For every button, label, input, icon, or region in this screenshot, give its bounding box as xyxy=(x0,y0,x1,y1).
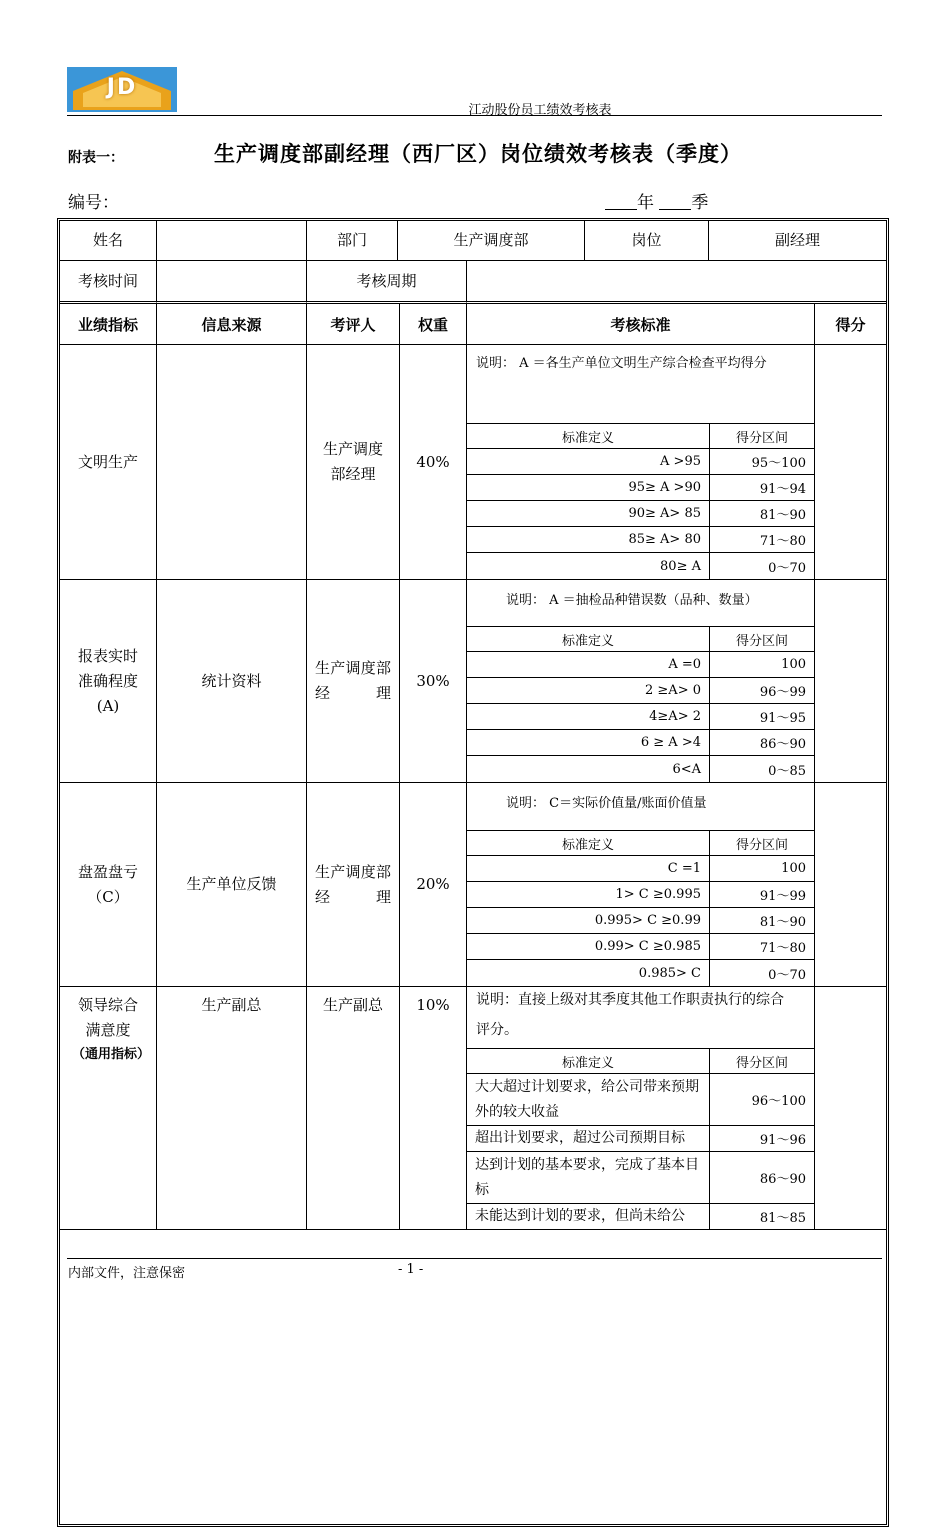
row4-evaluator: 生产副总 xyxy=(307,987,400,1230)
row2-evaluator-text: 生产调度部经理 xyxy=(315,659,391,702)
col-indicator: 业绩指标 xyxy=(60,304,157,345)
row2-indicator xyxy=(60,580,157,783)
row1-range-1: 95～100 xyxy=(710,449,815,475)
row2-range-2: 96～99 xyxy=(710,678,815,704)
row2-score[interactable] xyxy=(815,580,886,783)
row3-def-4: 0.99> C ≥0.985 xyxy=(467,934,710,960)
row1-indicator: 文明生产 xyxy=(60,345,157,580)
dept-label: 部门 xyxy=(307,221,398,261)
row4-indicator-wrap xyxy=(72,993,151,1067)
row3-def-header: 标准定义 xyxy=(467,830,710,856)
row3-def-5: 0.985> C xyxy=(467,960,710,987)
row2-def-5: 6<A xyxy=(467,756,710,783)
year-blank[interactable] xyxy=(605,193,637,210)
row3-weight: 20% xyxy=(400,783,467,987)
season-suffix: 季 xyxy=(691,193,709,213)
cycle-value[interactable] xyxy=(467,261,886,304)
row2-def-3: 4≥A> 2 xyxy=(467,704,710,730)
row4-weight: 10% xyxy=(400,987,467,1230)
row1-range-header: 得分区间 xyxy=(710,423,815,449)
row3-range-header: 得分区间 xyxy=(710,830,815,856)
row3-evaluator-text: 生产调度部经理 xyxy=(315,862,391,906)
row1-source xyxy=(157,345,307,580)
row4-def-4: 未能达到计划的要求，但尚未给公 xyxy=(467,1204,710,1230)
year-suffix: 年 xyxy=(637,193,654,213)
row4-note: 说明：直接上级对其季度其他工作职责执行的综合评分。 xyxy=(476,992,784,1038)
row4-range-1: 96～100 xyxy=(710,1074,815,1126)
logo-text: JD xyxy=(106,75,138,100)
row3-indicator xyxy=(60,783,157,987)
col-evaluator: 考评人 xyxy=(307,304,400,345)
row3-note: 说明： C＝实际价值量/账面价值量 xyxy=(506,796,707,811)
row1-range-4: 71～80 xyxy=(710,527,815,553)
row3-def-3: 0.995> C ≥0.99 xyxy=(467,908,710,934)
name-label: 姓名 xyxy=(60,221,157,261)
col-score: 得分 xyxy=(815,304,886,345)
row1-def-4: 85≥ A> 80 xyxy=(467,527,710,553)
footer-confidential: 内部文件，注意保密 xyxy=(68,1266,186,1281)
row1-weight: 40% xyxy=(400,345,467,580)
row1-def-header: 标准定义 xyxy=(467,423,710,449)
row4-range-4: 81～85 xyxy=(710,1204,815,1230)
row4-def-1: 大大超过计划要求，给公司带来预期外的较大收益 xyxy=(467,1074,710,1126)
row4-range-3: 86～90 xyxy=(710,1152,815,1204)
row3-def-1: C =1 xyxy=(467,856,710,882)
row1-note: 说明： A ＝各生产单位文明生产综合检查平均得分 xyxy=(476,356,767,371)
row2-def-4: 6 ≥ A >4 xyxy=(467,730,710,756)
row3-evaluator xyxy=(307,783,400,987)
row3-range-1: 100 xyxy=(710,856,815,882)
row2-range-4: 86～90 xyxy=(710,730,815,756)
row2-indicator-text: 报表实时准确程度(A) xyxy=(77,646,138,715)
row3-range-2: 91～99 xyxy=(710,882,815,908)
row1-range-2: 91～94 xyxy=(710,475,815,501)
row4-def-header: 标准定义 xyxy=(467,1048,710,1074)
row2-range-3: 91～95 xyxy=(710,704,815,730)
running-title: 江动股份员工绩效考核表 xyxy=(468,103,612,118)
row1-def-3: 90≥ A> 85 xyxy=(467,501,710,527)
page-number: - 1 - xyxy=(398,1262,424,1277)
dept-value: 生产调度部 xyxy=(398,221,585,261)
footer-rule xyxy=(67,1258,882,1259)
row1-evaluator xyxy=(307,345,400,580)
row2-def-2: 2 ≥A> 0 xyxy=(467,678,710,704)
row1-def-2: 95≥ A >90 xyxy=(467,475,710,501)
time-label: 考核时间 xyxy=(60,261,157,304)
row1-def-1: A >95 xyxy=(467,449,710,475)
col-source: 信息来源 xyxy=(157,304,307,345)
row2-def-1: A =0 xyxy=(467,652,710,678)
row4-indicator xyxy=(60,987,157,1230)
period-line xyxy=(605,188,708,213)
row2-range-header: 得分区间 xyxy=(710,626,815,652)
row3-score[interactable] xyxy=(815,783,886,987)
row4-def-2: 超出计划要求，超过公司预期目标 xyxy=(467,1126,710,1152)
time-value[interactable] xyxy=(157,261,307,304)
header-rule xyxy=(67,115,882,116)
row2-range-5: 0～85 xyxy=(710,756,815,783)
post-value: 副经理 xyxy=(709,221,886,261)
page-title: 生产调度部副经理（西厂区）岗位绩效考核表（季度） xyxy=(214,142,742,166)
row4-score[interactable] xyxy=(815,987,886,1230)
cycle-label: 考核周期 xyxy=(307,261,467,304)
row4-indicator-text: 领导综合满意度 xyxy=(77,996,138,1039)
row4-indicator-note: （通用指标） xyxy=(72,1047,151,1062)
row3-range-4: 71～80 xyxy=(710,934,815,960)
row1-score[interactable] xyxy=(815,345,886,580)
row1-def-5: 80≥ A xyxy=(467,553,710,580)
row4-source: 生产副总 xyxy=(157,987,307,1230)
row2-note: 说明： A ＝抽检品种错误数（品种、数量） xyxy=(506,593,758,608)
row3-indicator-text: 盘盈盘亏（C） xyxy=(77,862,138,906)
assessment-table xyxy=(57,218,889,1527)
appendix-label: 附表一： xyxy=(68,150,124,166)
row4-range-2: 91～96 xyxy=(710,1126,815,1152)
row3-def-2: 1> C ≥0.995 xyxy=(467,882,710,908)
row3-range-3: 81～90 xyxy=(710,908,815,934)
row4-def-3: 达到计划的基本要求，完成了基本目标 xyxy=(467,1152,710,1204)
col-standard: 考核标准 xyxy=(467,304,815,345)
row3-source: 生产单位反馈 xyxy=(157,783,307,987)
col-weight: 权重 xyxy=(400,304,467,345)
row2-weight: 30% xyxy=(400,580,467,783)
row1-evaluator-text: 生产调度部经理 xyxy=(322,440,383,483)
row3-range-5: 0～70 xyxy=(710,960,815,987)
row2-evaluator xyxy=(307,580,400,783)
season-blank[interactable] xyxy=(659,193,691,210)
row4-range-header: 得分区间 xyxy=(710,1048,815,1074)
row1-range-5: 0～70 xyxy=(710,553,815,580)
serial-label: 编号： xyxy=(68,193,119,213)
row1-range-3: 81～90 xyxy=(710,501,815,527)
name-value[interactable] xyxy=(157,221,307,261)
post-label: 岗位 xyxy=(585,221,709,261)
row2-range-1: 100 xyxy=(710,652,815,678)
row2-source: 统计资料 xyxy=(157,580,307,783)
row2-def-header: 标准定义 xyxy=(467,626,710,652)
